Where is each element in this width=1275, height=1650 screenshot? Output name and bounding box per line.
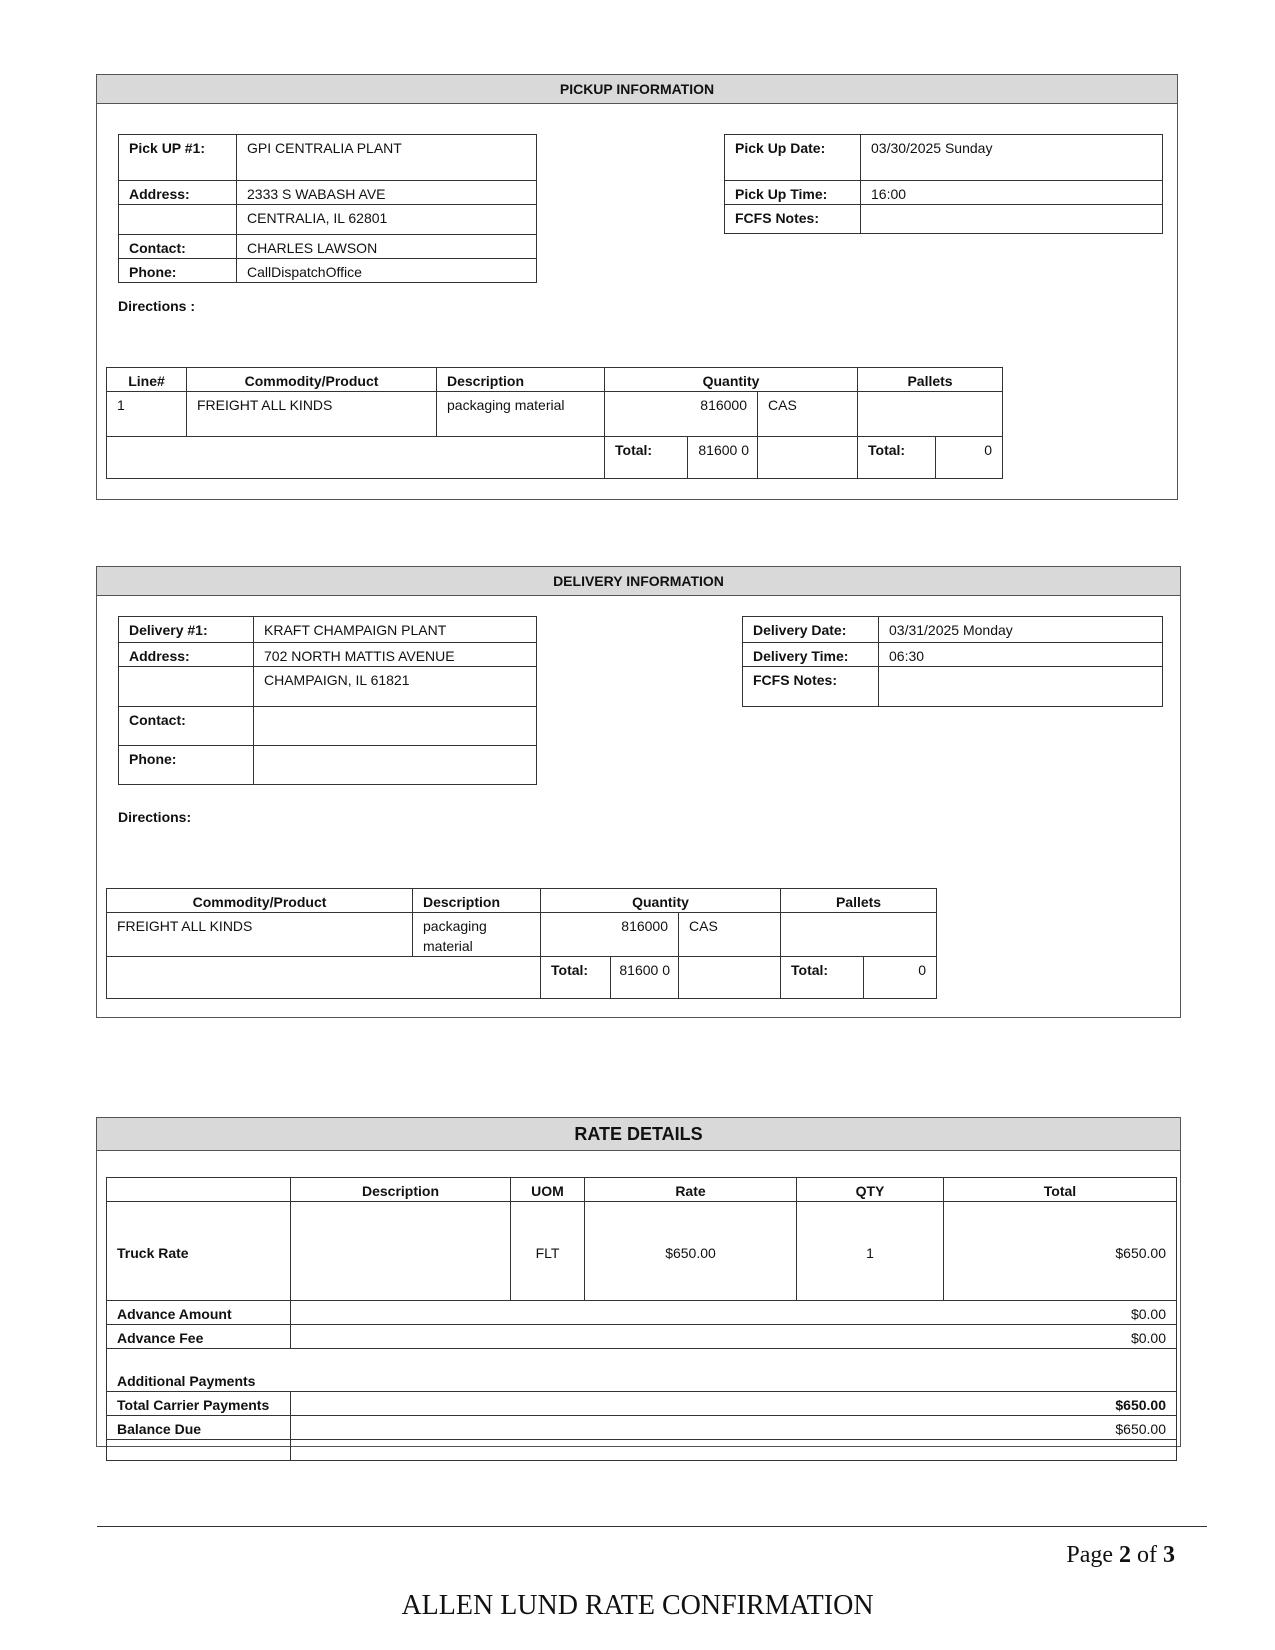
pickup-fcfs-value	[861, 205, 1163, 234]
truck-rate-total: $650.00	[944, 1202, 1177, 1301]
page-total: 3	[1163, 1542, 1175, 1568]
page-number	[1066, 1542, 1175, 1569]
pickup-row-commodity: FREIGHT ALL KINDS	[187, 392, 437, 437]
balance-due-value: $650.00	[291, 1416, 1177, 1440]
delivery-row-quantity: 816000	[541, 913, 679, 957]
pickup-phone-value: CallDispatchOffice	[237, 259, 537, 283]
pickup-date-label: Pick Up Date:	[725, 135, 861, 181]
pickup-row-description: packaging material	[437, 392, 605, 437]
delivery-time-label: Delivery Time:	[743, 643, 879, 667]
page-current: 2	[1119, 1542, 1131, 1568]
rate-col-qty: QTY	[797, 1178, 944, 1202]
page-prefix: Page	[1066, 1542, 1113, 1568]
total-carrier-value: $650.00	[291, 1392, 1177, 1416]
rate-col-uom: UOM	[511, 1178, 585, 1202]
rate-header: RATE DETAILS	[97, 1118, 1180, 1151]
balance-due-label: Balance Due	[107, 1416, 291, 1440]
delivery-fcfs-label: FCFS Notes:	[743, 667, 879, 707]
delivery-row-commodity: FREIGHT ALL KINDS	[107, 913, 413, 957]
delivery-row-unit: CAS	[679, 913, 781, 957]
pickup-col-pallets: Pallets	[858, 368, 1003, 392]
delivery-pallets-total: 0	[864, 957, 937, 999]
pickup-col-commodity: Commodity/Product	[187, 368, 437, 392]
delivery-contact-label: Contact:	[119, 707, 254, 746]
delivery-pallets-total-label: Total:	[781, 957, 864, 999]
rate-col-total: Total	[944, 1178, 1177, 1202]
pickup-row-quantity: 816000	[605, 392, 758, 437]
pickup-row-line: 1	[107, 392, 187, 437]
advance-fee-value: $0.00	[291, 1325, 1177, 1349]
delivery-location-table	[118, 616, 537, 785]
pickup-contact-value: CHARLES LAWSON	[237, 235, 537, 259]
advance-amount-value: $0.00	[291, 1301, 1177, 1325]
pickup-fcfs-label: FCFS Notes:	[725, 205, 861, 234]
pickup-directions-label: Directions :	[118, 298, 196, 314]
document-title: ALLEN LUND RATE CONFIRMATION	[401, 1590, 874, 1621]
rate-col-description: Description	[291, 1178, 511, 1202]
advance-amount-label: Advance Amount	[107, 1301, 291, 1325]
additional-payments-label: Additional Payments	[107, 1349, 1177, 1392]
delivery-address-line2: CHAMPAIGN, IL 61821	[254, 667, 537, 707]
delivery-schedule-table	[742, 616, 1163, 707]
truck-rate-label: Truck Rate	[107, 1202, 291, 1301]
delivery-col-commodity: Commodity/Product	[107, 889, 413, 913]
pickup-col-description: Description	[437, 368, 605, 392]
pickup-contact-label: Contact:	[119, 235, 237, 259]
truck-rate-qty: 1	[797, 1202, 944, 1301]
delivery-header: DELIVERY INFORMATION	[97, 567, 1180, 596]
delivery-col-pallets: Pallets	[781, 889, 937, 913]
delivery-location-name: KRAFT CHAMPAIGN PLANT	[254, 617, 537, 643]
advance-fee-label: Advance Fee	[107, 1325, 291, 1349]
footer-divider	[97, 1526, 1207, 1527]
pickup-total-label: Total:	[605, 437, 688, 479]
pickup-row-unit: CAS	[758, 392, 858, 437]
pickup-total-quantity: 81600 0	[688, 437, 758, 479]
delivery-total-quantity: 81600 0	[611, 957, 679, 999]
truck-rate-rate: $650.00	[585, 1202, 797, 1301]
pickup-row-pallets	[858, 392, 1003, 437]
rate-col-rate: Rate	[585, 1178, 797, 1202]
delivery-col-quantity: Quantity	[541, 889, 781, 913]
pickup-address-label: Address:	[119, 181, 237, 205]
pickup-number-label: Pick UP #1:	[119, 135, 237, 181]
delivery-row-description: packaging material	[413, 913, 541, 957]
total-carrier-label: Total Carrier Payments	[107, 1392, 291, 1416]
pickup-time-value: 16:00	[861, 181, 1163, 205]
delivery-time-value: 06:30	[879, 643, 1163, 667]
table-row	[107, 913, 937, 957]
truck-rate-uom: FLT	[511, 1202, 585, 1301]
delivery-contact-value	[254, 707, 537, 746]
delivery-phone-value	[254, 746, 537, 785]
pickup-address-line2: CENTRALIA, IL 62801	[237, 205, 537, 235]
delivery-row-pallets	[781, 913, 937, 957]
pickup-header: PICKUP INFORMATION	[97, 75, 1177, 104]
pickup-schedule-table	[724, 134, 1163, 234]
delivery-number-label: Delivery #1:	[119, 617, 254, 643]
pickup-date-value: 03/30/2025 Sunday	[861, 135, 1163, 181]
pickup-time-label: Pick Up Time:	[725, 181, 861, 205]
delivery-date-label: Delivery Date:	[743, 617, 879, 643]
delivery-total-label: Total:	[541, 957, 611, 999]
table-row	[107, 392, 1003, 437]
pickup-commodity-table	[106, 367, 1003, 479]
delivery-address-line1: 702 NORTH MATTIS AVENUE	[254, 643, 537, 667]
pickup-pallets-total-label: Total:	[858, 437, 936, 479]
delivery-fcfs-value	[879, 667, 1163, 707]
delivery-commodity-table	[106, 888, 937, 999]
pickup-address-line1: 2333 S WABASH AVE	[237, 181, 537, 205]
pickup-location-name: GPI CENTRALIA PLANT	[237, 135, 537, 181]
delivery-date-value: 03/31/2025 Monday	[879, 617, 1163, 643]
pickup-col-quantity: Quantity	[605, 368, 858, 392]
delivery-col-description: Description	[413, 889, 541, 913]
table-row	[107, 1202, 1177, 1301]
pickup-pallets-total: 0	[936, 437, 1003, 479]
delivery-directions-label: Directions:	[118, 809, 192, 825]
delivery-address-label: Address:	[119, 643, 254, 667]
page-of: of	[1137, 1542, 1157, 1568]
delivery-phone-label: Phone:	[119, 746, 254, 785]
pickup-phone-label: Phone:	[119, 259, 237, 283]
truck-rate-description	[291, 1202, 511, 1301]
pickup-col-line: Line#	[107, 368, 187, 392]
pickup-location-table	[118, 134, 537, 283]
rate-table	[106, 1177, 1177, 1461]
